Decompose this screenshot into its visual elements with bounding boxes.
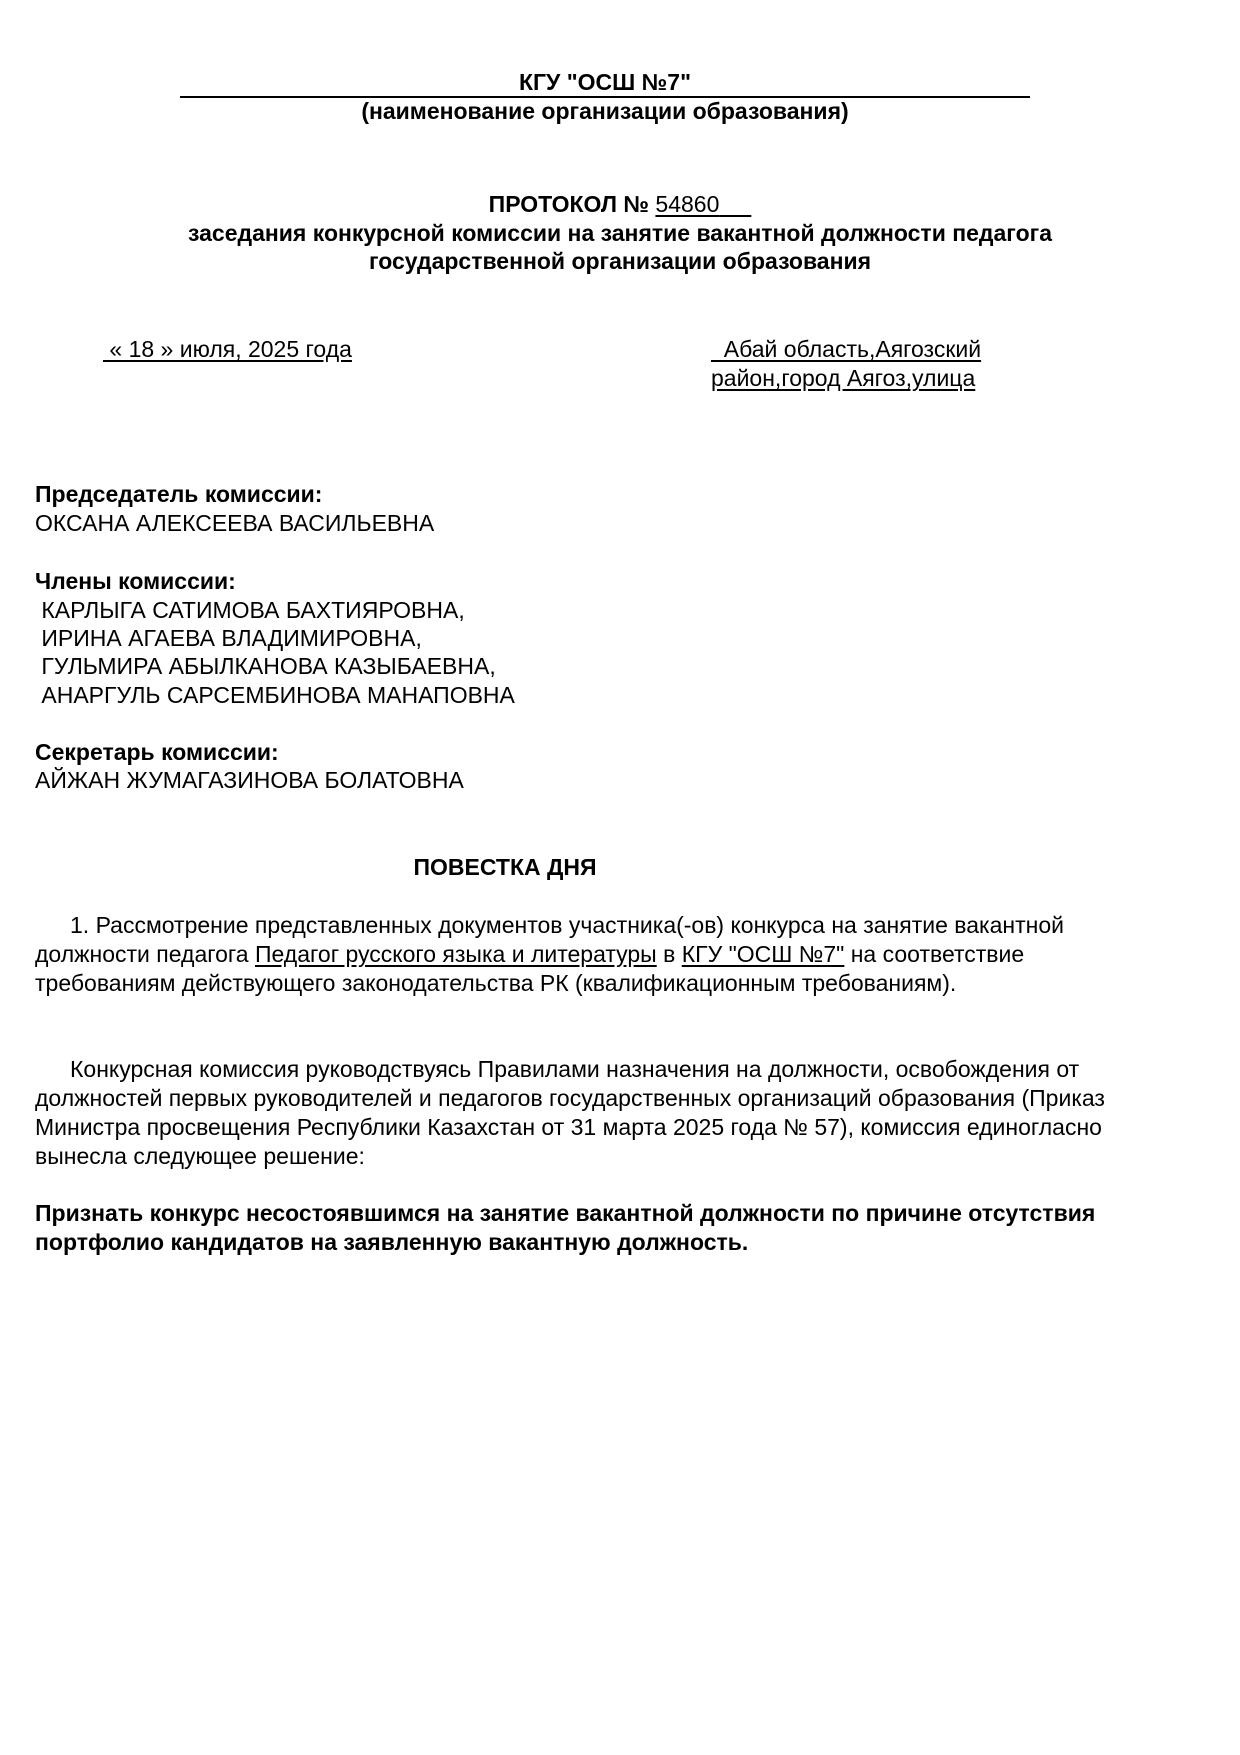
protocol-label: ПРОТОКОЛ № xyxy=(488,191,650,217)
chair-name: ОКСАНА АЛЕКСЕЕВА ВАСИЛЬЕВНА xyxy=(35,510,435,536)
vacancy-position: Педагог русского языка и литературы xyxy=(254,941,657,967)
protocol-subtitle-line1: заседания конкурсной комиссии на занятие вакантной должности педагога xyxy=(188,220,1052,246)
protocol-subtitle-line2: государственной организации образования xyxy=(368,248,872,274)
rules-paragraph: Конкурсная комиссия руководствуясь Правилами назначения на должности, освобождения от должностей первых руководителей и педагогов государственных организаций образования (Приказ Министра просвещения Республики Казахстан от 31 марта 2025 года № 57), комиссия единогласно вынесла следующее решение: xyxy=(35,1056,1105,1169)
agenda-title: ПОВЕСТКА ДНЯ xyxy=(413,854,597,880)
organization-caption: (наименование организации образования) xyxy=(361,98,849,124)
member-name: ГУЛЬМИРА АБЫЛКАНОВА КАЗЫБАЕВНА, xyxy=(35,653,496,679)
decision-text: Признать конкурс несостоявшимся на занятие вакантной должности по причине отсутствия портфолио кандидатов на заявленную вакантную должность. xyxy=(35,1200,1096,1255)
location-line2: район,город Аягоз,улица xyxy=(711,365,976,391)
secretary-label: Секретарь комиссии: xyxy=(35,739,279,765)
vacancy-organization: КГУ "ОСШ №7" xyxy=(681,941,845,967)
protocol-number: 54860 xyxy=(655,191,720,217)
location-line1: Абай область,Аягозский xyxy=(711,336,982,362)
member-name: ИРИНА АГАЕВА ВЛАДИМИРОВНА, xyxy=(35,625,422,651)
agenda-item-1: 1. Рассмотрение представленных документов участника(-ов) конкурса на занятие вакантной должности педагога Педагог русского языка и литературы в КГУ "ОСШ №7" на соответствие требованиям действующего законодательства РК (квалификационным требованиям). xyxy=(35,912,1064,996)
protocol-title xyxy=(0,190,1240,219)
member-name: КАРЛЫГА САТИМОВА БАХТИЯРОВНА, xyxy=(35,597,465,623)
chair-label: Председатель комиссии: xyxy=(35,481,323,507)
member-name: АНАРГУЛЬ САРСЕМБИНОВА МАНАПОВНА xyxy=(35,682,515,708)
organization-name: КГУ "ОСШ №7" xyxy=(180,68,1030,98)
secretary-name: АЙЖАН ЖУМАГАЗИНОВА БОЛАТОВНА xyxy=(35,767,464,793)
protocol-date: « 18 » июля, 2025 года xyxy=(103,336,352,362)
members-label: Члены комиссии: xyxy=(35,568,236,594)
